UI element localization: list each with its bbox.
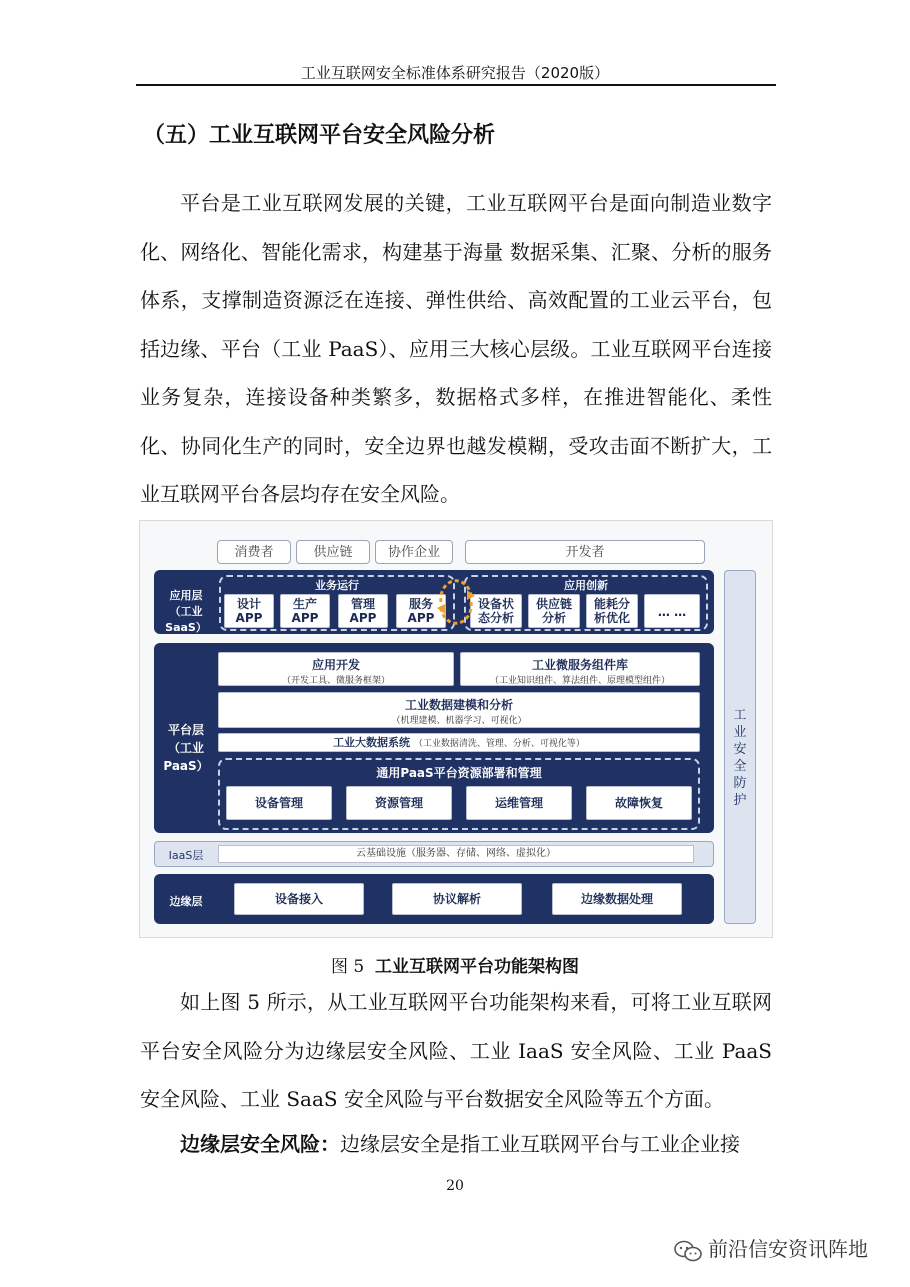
paragraph-edge-risk <box>140 1120 772 1169</box>
edge-device-access: 设备接入 <box>234 883 364 915</box>
app-dev-sub: （开发工具、微服务框架） <box>281 676 390 686</box>
user-consumer: 消费者 <box>217 540 291 564</box>
edge-protocol-parse: 协议解析 <box>392 883 522 915</box>
app-management-l2: APP <box>349 611 377 625</box>
app-service-l2: APP <box>407 611 435 625</box>
paas-label-line1: 平台层 <box>167 723 204 737</box>
app-design <box>224 594 274 628</box>
app-innovation-title: 应用创新 <box>564 579 608 592</box>
paragraph-risk-categories: 如上图 5 所示，从工业互联网平台功能架构来看，可将工业互联网平台安全风险分为边缘层安全风险、工业 IaaS 安全风险、工业 PaaS 安全风险、工业 SaaS 安全风险与平台数据安全风险等五个方面。 <box>140 990 772 1111</box>
app-dev-box <box>218 652 454 686</box>
business-ops-title: 业务运行 <box>315 579 359 592</box>
page-number: 20 <box>446 1178 464 1194</box>
bigdata-box <box>218 733 700 752</box>
app-supply-analysis-l2: 分析 <box>541 611 566 625</box>
app-production-l2: APP <box>291 611 319 625</box>
paas-device-mgmt: 设备管理 <box>226 786 332 820</box>
iaas-label: IaaS层 <box>168 849 204 862</box>
paas-label-line2: （工业PaaS） <box>163 741 209 773</box>
app-management <box>338 594 388 628</box>
general-paas-title: 通用PaaS平台资源部署和管理 <box>376 766 542 780</box>
app-energy-l2: 析优化 <box>593 611 630 625</box>
app-service-l1: 服务 <box>408 597 433 611</box>
watermark <box>674 1233 868 1262</box>
bigdata-title: 工业大数据系统 <box>333 736 411 749</box>
edge-risk-heading: 边缘层安全风险： <box>180 1132 340 1156</box>
paas-fault-recovery: 故障恢复 <box>586 786 692 820</box>
app-device-status-l1: 设备状 <box>477 597 514 611</box>
app-more <box>644 594 700 628</box>
user-developer: 开发者 <box>465 540 705 564</box>
app-production <box>280 594 330 628</box>
microservice-box <box>460 652 700 686</box>
caption-text: 工业互联网平台功能架构图 <box>375 957 580 977</box>
user-partner: 协作企业 <box>375 540 453 564</box>
microservice-sub: （工业知识组件、算法组件、原理模型组件） <box>489 676 670 686</box>
security-char: 工 <box>733 708 747 723</box>
user-supply-chain: 供应链 <box>296 540 370 564</box>
app-design-l2: APP <box>235 611 263 625</box>
app-energy <box>586 594 638 628</box>
figure-caption <box>0 952 910 977</box>
edge-data-processing: 边缘数据处理 <box>552 883 682 915</box>
app-production-l1: 生产 <box>292 597 317 611</box>
section-title: （五）工业互联网平台安全风险分析 <box>143 123 496 148</box>
edge-label: 边缘层 <box>169 895 203 908</box>
data-modeling-sub: （机理建模、机器学习、可视化） <box>391 716 527 726</box>
data-modeling-title: 工业数据建模和分析 <box>404 698 513 712</box>
watermark-text: 前沿信安资讯阵地 <box>708 1237 868 1261</box>
security-char: 防 <box>733 776 747 791</box>
app-supply-analysis <box>528 594 580 628</box>
app-device-status-l2: 态分析 <box>477 611 514 625</box>
caption-prefix: 图 5 <box>330 957 365 977</box>
running-header: 工业互联网安全标准体系研究报告（2020版） <box>300 64 610 82</box>
app-more-l1: … … <box>657 605 687 619</box>
bigdata-sub: （工业数据清洗、管理、分析、可视化等） <box>413 739 585 749</box>
architecture-figure <box>139 520 773 938</box>
paas-ops-mgmt: 运维管理 <box>466 786 572 820</box>
app-management-l1: 管理 <box>350 597 375 611</box>
app-dev-title: 应用开发 <box>311 658 360 672</box>
app-energy-l1: 能耗分 <box>593 597 630 611</box>
app-supply-analysis-l1: 供应链 <box>535 597 572 611</box>
data-modeling-box <box>218 692 700 728</box>
saas-label <box>154 587 218 635</box>
cycle-arrow-icon <box>433 576 479 628</box>
wechat-icon <box>674 1240 702 1262</box>
header-rule <box>136 84 776 86</box>
security-char: 护 <box>733 793 747 808</box>
app-design-l1: 设计 <box>236 597 261 611</box>
security-protection-label <box>724 707 756 809</box>
security-char: 业 <box>733 725 747 740</box>
iaas-content: 云基础设施（服务器、存储、网络、虚拟化） <box>218 845 694 863</box>
paas-label <box>154 721 218 775</box>
saas-label-line2: （工业SaaS） <box>165 605 207 634</box>
security-char: 全 <box>733 759 747 774</box>
security-char: 安 <box>733 742 747 757</box>
paas-resource-mgmt: 资源管理 <box>346 786 452 820</box>
microservice-title: 工业微服务组件库 <box>531 658 628 672</box>
saas-label-line1: 应用层 <box>169 589 203 602</box>
paragraph-intro: 平台是工业互联网发展的关键，工业互联网平台是面向制造业数字化、网络化、智能化需求，构建基于海量 数据采集、汇聚、分析的服务体系，支撑制造资源泛在连接、弹性供给、高效配置的工业云平台，包括边缘、平台（工业 PaaS）、应用三大核心层级。工业互联网平台连接业务复杂，连接设备种类繁多，数据格式多样，在推进智能化、柔性化、协同化生产的同时，安全边界也越发模糊，受攻击面不断扩大，工业互联网平台各层均存在安全风险。 <box>140 191 772 506</box>
edge-risk-body: 边缘层安全是指工业互联网平台与工业企业接 <box>340 1132 740 1156</box>
